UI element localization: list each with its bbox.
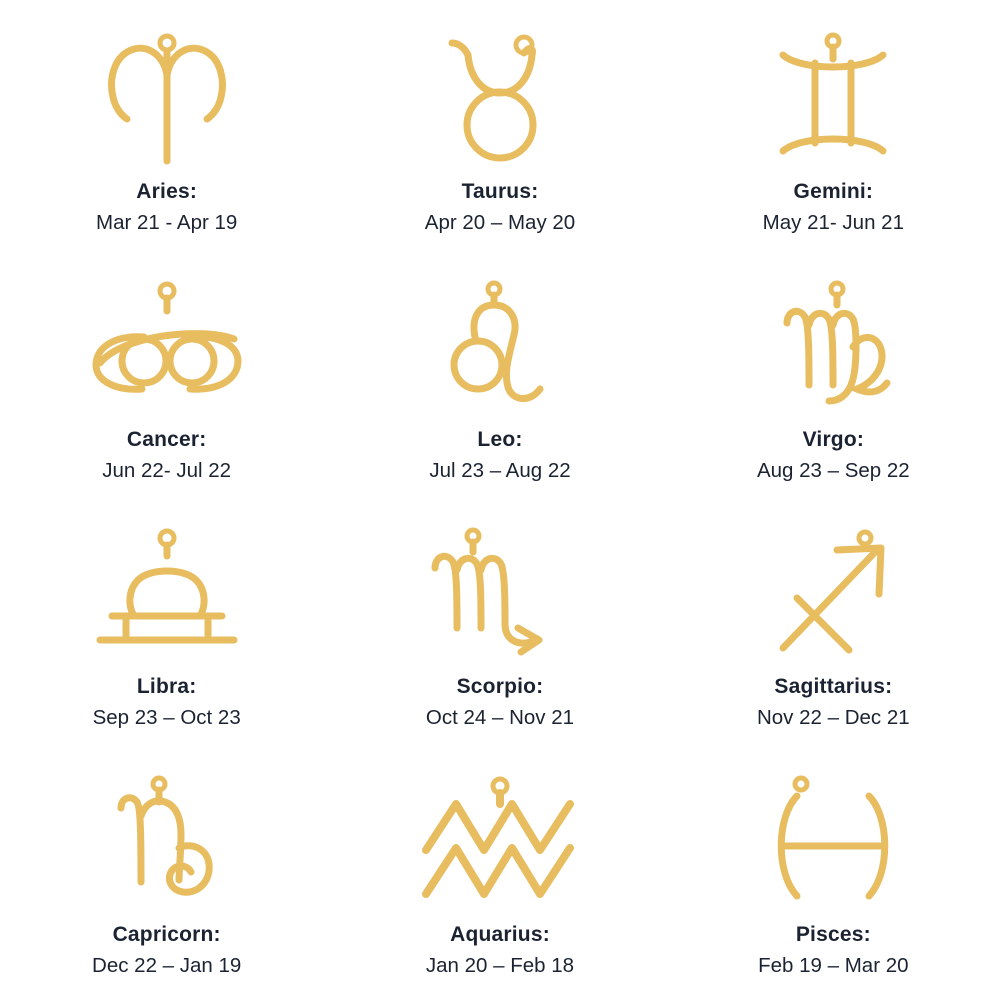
zodiac-name: Aquarius: [450, 922, 550, 946]
zodiac-dates: Mar 21 - Apr 19 [96, 211, 238, 234]
zodiac-dates: Oct 24 – Nov 21 [425, 706, 575, 729]
zodiac-name: Sagittarius: [774, 675, 893, 698]
zodiac-dates: Sep 23 – Oct 23 [92, 706, 241, 729]
sagittarius-zodiac-icon [743, 519, 923, 669]
capricorn-zodiac-icon [77, 767, 257, 917]
zodiac-dates: Jun 22- Jul 22 [102, 458, 232, 482]
zodiac-cell-aquarius [333, 753, 666, 1000]
zodiac-cell-aries [0, 10, 333, 258]
zodiac-cell-libra [0, 505, 333, 753]
zodiac-cell-virgo [667, 258, 1000, 506]
scorpio-zodiac-icon [410, 519, 590, 669]
zodiac-name: Leo: [477, 427, 523, 451]
pisces-zodiac-icon [743, 767, 923, 917]
leo-zodiac-icon [410, 272, 590, 422]
zodiac-dates: Apr 20 – May 20 [424, 211, 576, 234]
zodiac-dates: Jul 23 – Aug 22 [429, 458, 571, 482]
zodiac-dates: Dec 22 – Jan 19 [92, 953, 242, 977]
zodiac-cell-gemini [667, 10, 1000, 258]
zodiac-cell-capricorn [0, 753, 333, 1000]
zodiac-name: Taurus: [461, 180, 539, 203]
zodiac-name: Scorpio: [456, 675, 544, 698]
libra-zodiac-icon [77, 519, 257, 669]
zodiac-name: Capricorn: [112, 922, 221, 946]
zodiac-cell-sagittarius [667, 505, 1000, 753]
zodiac-name: Libra: [136, 675, 197, 698]
zodiac-dates: Aug 23 – Sep 22 [756, 458, 910, 482]
zodiac-cell-cancer [0, 258, 333, 506]
zodiac-name: Pisces: [795, 922, 871, 946]
zodiac-dates: Nov 22 – Dec 21 [756, 706, 910, 729]
gemini-zodiac-icon [743, 24, 923, 174]
cancer-zodiac-icon [77, 272, 257, 422]
zodiac-name: Virgo: [802, 427, 865, 451]
zodiac-dates: Feb 19 – Mar 20 [758, 953, 909, 977]
zodiac-dates: May 21- Jun 21 [762, 211, 904, 234]
zodiac-cell-scorpio [333, 505, 666, 753]
zodiac-cell-taurus [333, 10, 666, 258]
aquarius-zodiac-icon [410, 767, 590, 917]
taurus-zodiac-icon [410, 24, 590, 174]
zodiac-name: Aries: [136, 180, 198, 203]
zodiac-cell-pisces [667, 753, 1000, 1000]
virgo-zodiac-icon [743, 272, 923, 422]
aries-zodiac-icon [77, 24, 257, 174]
zodiac-name: Cancer: [126, 427, 207, 451]
zodiac-cell-leo [333, 258, 666, 506]
zodiac-dates: Jan 20 – Feb 18 [425, 953, 575, 977]
zodiac-name: Gemini: [793, 180, 874, 203]
